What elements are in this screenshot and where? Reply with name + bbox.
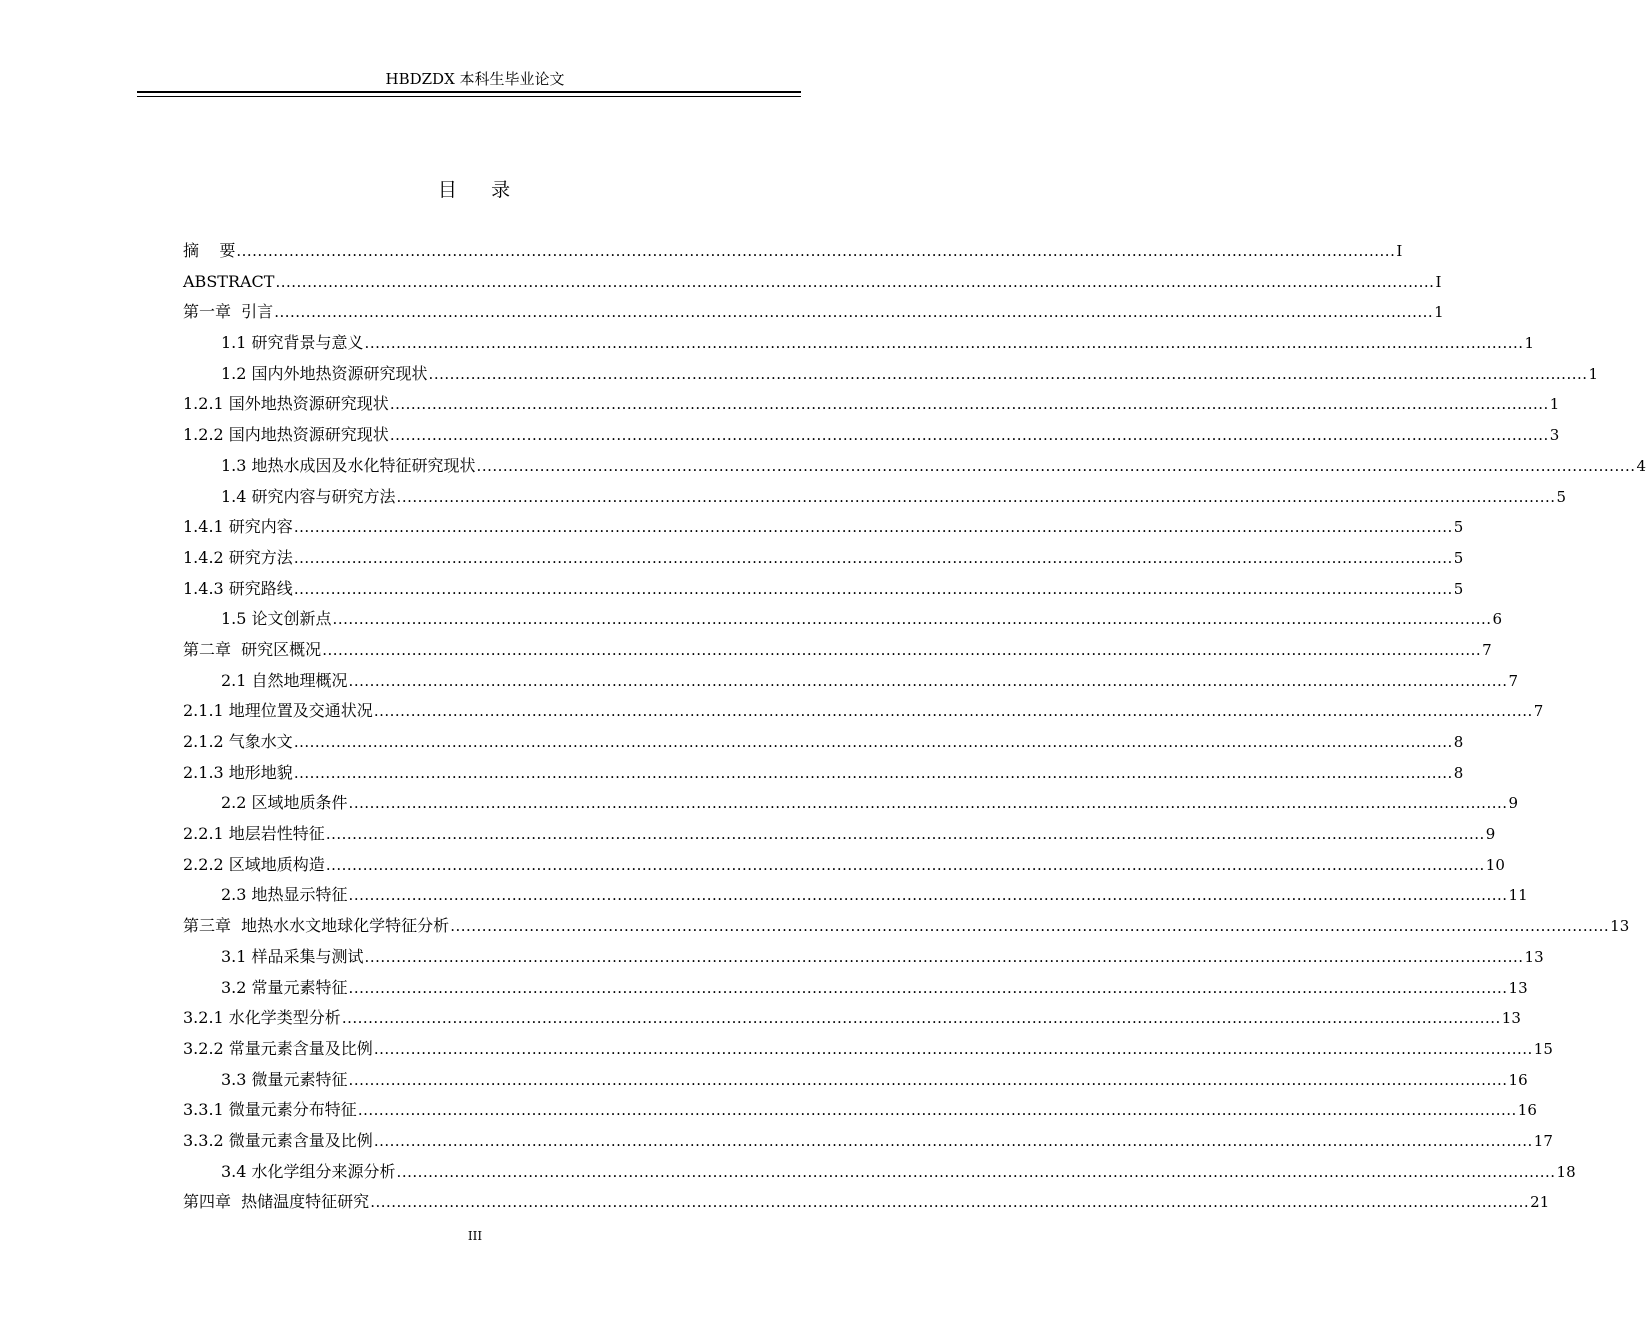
toc-entry-page: 1	[1524, 334, 1535, 353]
running-header: HBDZDX 本科生毕业论文	[385, 70, 565, 88]
toc-entry-page: 6	[1492, 610, 1503, 629]
toc-entry-label: 第四章 热储温度特征研究	[183, 1192, 370, 1212]
toc-entry-page: 13	[1610, 917, 1630, 936]
toc-entry[interactable]	[183, 328, 1535, 359]
toc-dot-leader: ............................................................................................................................................................................................................................	[348, 671, 1508, 690]
toc-entry-page: 1	[1588, 364, 1599, 383]
toc-entry-label: 3.3.2 微量元素含量及比例	[183, 1130, 373, 1150]
toc-entry[interactable]	[183, 1126, 1553, 1157]
toc-entry-label: 1.2.1 国外地热资源研究现状	[183, 394, 389, 414]
toc-entry-page: 5	[1556, 487, 1567, 506]
toc-entry-label: 3.1 样品采集与测试	[221, 946, 364, 966]
toc-entry[interactable]	[183, 973, 1528, 1004]
header-rule-thick	[137, 91, 801, 93]
toc-entry-label: 2.2.1 地层岩性特征	[183, 824, 325, 844]
toc-entry[interactable]	[183, 543, 1464, 574]
toc-entry-label: 1.2.2 国内地热资源研究现状	[183, 425, 389, 445]
toc-entry[interactable]	[183, 236, 1403, 267]
toc-dot-leader: ............................................................................................................................................................................................................................	[293, 763, 1453, 782]
toc-dot-leader: ............................................................................................................................................................................................................................	[274, 303, 1434, 322]
toc-dot-leader: ............................................................................................................................................................................................................................	[370, 1193, 1530, 1212]
toc-entry[interactable]	[183, 850, 1505, 881]
toc-dot-leader: ............................................................................................................................................................................................................................	[348, 794, 1508, 813]
toc-entry-label: 3.4 水化学组分来源分析	[221, 1161, 396, 1181]
toc-entry[interactable]	[183, 880, 1528, 911]
toc-entry[interactable]	[183, 574, 1464, 605]
toc-dot-leader: ............................................................................................................................................................................................................................	[293, 733, 1453, 751]
toc-entry-label: 1.4.1 研究内容	[183, 517, 293, 537]
toc-dot-leader: ............................................................................................................................................................................................................................	[373, 702, 1533, 721]
toc-entry-label: 1.5 论文创新点	[221, 609, 332, 629]
toc-entry[interactable]	[183, 1065, 1528, 1096]
toc-entry-label: 2.2.2 区域地质构造	[183, 854, 325, 874]
toc-entry-page: 18	[1556, 1162, 1576, 1181]
toc-entry-page: 15	[1533, 1039, 1553, 1058]
toc-entry[interactable]	[183, 1003, 1521, 1034]
toc-entry-page: 21	[1530, 1193, 1550, 1212]
toc-entry-label: 1.4.2 研究方法	[183, 547, 293, 567]
toc-entry-label: 2.1.3 地形地貌	[183, 762, 293, 782]
toc-entry[interactable]	[183, 727, 1464, 758]
toc-dot-leader: ............................................................................................................................................................................................................................	[325, 855, 1485, 874]
toc-dot-leader: ............................................................................................................................................................................................................................	[325, 825, 1485, 844]
toc-entry-page: 9	[1508, 794, 1519, 813]
toc-entry-label: 第三章 地热水水文地球化学特征分析	[183, 916, 450, 936]
toc-dot-leader: ............................................................................................................................................................................................................................	[476, 456, 1636, 475]
toc-entry[interactable]	[183, 788, 1519, 819]
toc-entry-page: 1	[1434, 303, 1444, 322]
toc-entry[interactable]	[183, 911, 1630, 942]
toc-dot-leader: ............................................................................................................................................................................................................................	[293, 518, 1453, 537]
toc-entry[interactable]	[183, 451, 1646, 482]
toc-dot-leader: ............................................................................................................................................................................................................................	[396, 1162, 1556, 1181]
toc-entry-label: 2.3 地热显示特征	[221, 885, 348, 905]
toc-entry[interactable]	[183, 389, 1560, 420]
toc-heading: 目 录	[437, 179, 513, 201]
toc-entry-page: 9	[1485, 825, 1496, 844]
toc-entry-page: 1	[1549, 395, 1560, 414]
toc-dot-leader: ............................................................................................................................................................................................................................	[332, 610, 1492, 629]
toc-dot-leader: ............................................................................................................................................................................................................................	[450, 917, 1610, 936]
toc-entry[interactable]	[183, 297, 1444, 328]
toc-entry[interactable]	[183, 1034, 1553, 1065]
toc-entry-label: 3.2.2 常量元素含量及比例	[183, 1038, 373, 1058]
toc-entry-label: 2.1.2 气象水文	[183, 732, 293, 751]
toc-entry-page: 7	[1533, 702, 1544, 721]
toc-entry-page: 13	[1501, 1009, 1521, 1028]
toc-dot-leader: ............................................................................................................................................................................................................................	[364, 947, 1524, 966]
toc-entry-page: 13	[1524, 947, 1544, 966]
toc-entry-label: 2.1.1 地理位置及交通状况	[183, 701, 373, 721]
toc-entry-page: I	[1396, 242, 1403, 260]
toc-entry-label: 3.3.1 微量元素分布特征	[183, 1100, 357, 1120]
toc-entry-label: 2.2 区域地质条件	[221, 793, 348, 813]
toc-entry-page: 16	[1508, 1070, 1528, 1089]
toc-entry-label: 1.1 研究背景与意义	[221, 333, 364, 353]
toc-entry[interactable]	[183, 942, 1544, 973]
toc-entry-page: 17	[1533, 1131, 1553, 1150]
toc-entry-label: 第一章 引言	[183, 302, 274, 322]
toc-dot-leader: ............................................................................................................................................................................................................................	[322, 640, 1482, 659]
toc-entry[interactable]	[183, 1157, 1576, 1188]
toc-entry[interactable]	[183, 666, 1519, 697]
toc-dot-leader: ............................................................................................................................................................................................................................	[341, 1009, 1501, 1028]
toc-entry-label: 1.4 研究内容与研究方法	[221, 486, 396, 506]
toc-entry-label: 1.3 地热水成因及水化特征研究现状	[221, 455, 476, 475]
toc-entry-label: 2.1 自然地理概况	[221, 670, 348, 690]
toc-entry-page: 16	[1517, 1101, 1537, 1120]
toc-entry-page: 3	[1549, 426, 1560, 445]
toc-entry[interactable]	[183, 819, 1496, 850]
toc-entry[interactable]	[183, 1187, 1550, 1218]
toc-entry-page: 10	[1485, 855, 1505, 874]
toc-dot-leader: ............................................................................................................................................................................................................................	[348, 1070, 1508, 1089]
toc-dot-leader: ............................................................................................................................................................................................................................	[348, 886, 1508, 905]
page-number: III	[467, 1229, 483, 1243]
toc-entry-page: 8	[1453, 763, 1464, 782]
toc-entry-page: 11	[1508, 886, 1528, 905]
toc-entry-label: 3.2.1 水化学类型分析	[183, 1008, 341, 1028]
toc-dot-leader: ............................................................................................................................................................................................................................	[373, 1039, 1533, 1058]
toc-entry-label: 第二章 研究区概况	[183, 639, 322, 659]
toc-dot-leader: ............................................................................................................................................................................................................................	[236, 242, 1396, 260]
toc-entry[interactable]	[183, 604, 1503, 635]
toc-entry[interactable]	[183, 1095, 1537, 1126]
toc-entry[interactable]	[183, 696, 1544, 727]
toc-entry-page: I	[1435, 272, 1442, 291]
toc-entry[interactable]	[183, 359, 1599, 390]
toc-dot-leader: ............................................................................................................................................................................................................................	[389, 426, 1549, 445]
toc-list	[183, 236, 1646, 1218]
toc-dot-leader: ............................................................................................................................................................................................................................	[348, 978, 1508, 997]
toc-entry-page: 7	[1482, 640, 1492, 659]
toc-entry[interactable]	[183, 512, 1464, 543]
toc-entry-label: 3.2 常量元素特征	[221, 977, 348, 997]
toc-entry-label: ABSTRACT	[183, 271, 275, 291]
toc-entry-label: 摘 要	[183, 241, 236, 260]
toc-dot-leader: ............................................................................................................................................................................................................................	[373, 1131, 1533, 1150]
toc-dot-leader: ............................................................................................................................................................................................................................	[428, 364, 1588, 383]
toc-entry-page: 5	[1453, 548, 1464, 567]
toc-entry-page: 13	[1508, 978, 1528, 997]
toc-entry-page: 4	[1636, 456, 1646, 475]
header-rule-thin	[137, 96, 801, 97]
toc-dot-leader: ............................................................................................................................................................................................................................	[293, 548, 1453, 567]
toc-entry-page: 8	[1453, 733, 1464, 751]
toc-entry[interactable]	[183, 635, 1492, 666]
toc-entry[interactable]	[183, 482, 1567, 513]
toc-entry-label: 1.4.3 研究路线	[183, 578, 293, 598]
toc-entry-page: 7	[1508, 671, 1519, 690]
toc-entry[interactable]	[183, 420, 1560, 451]
toc-dot-leader: ............................................................................................................................................................................................................................	[275, 272, 1435, 291]
toc-dot-leader: ............................................................................................................................................................................................................................	[357, 1101, 1517, 1120]
toc-dot-leader: ............................................................................................................................................................................................................................	[396, 487, 1556, 506]
toc-entry-label: 3.3 微量元素特征	[221, 1069, 348, 1089]
toc-entry-page: 5	[1453, 518, 1464, 537]
toc-dot-leader: ............................................................................................................................................................................................................................	[293, 579, 1453, 598]
toc-dot-leader: ............................................................................................................................................................................................................................	[389, 395, 1549, 414]
toc-entry-label: 1.2 国内外地热资源研究现状	[221, 363, 428, 383]
toc-entry[interactable]	[183, 267, 1442, 298]
toc-entry-page: 5	[1453, 579, 1464, 598]
toc-dot-leader: ............................................................................................................................................................................................................................	[364, 334, 1524, 353]
toc-entry[interactable]	[183, 758, 1464, 789]
